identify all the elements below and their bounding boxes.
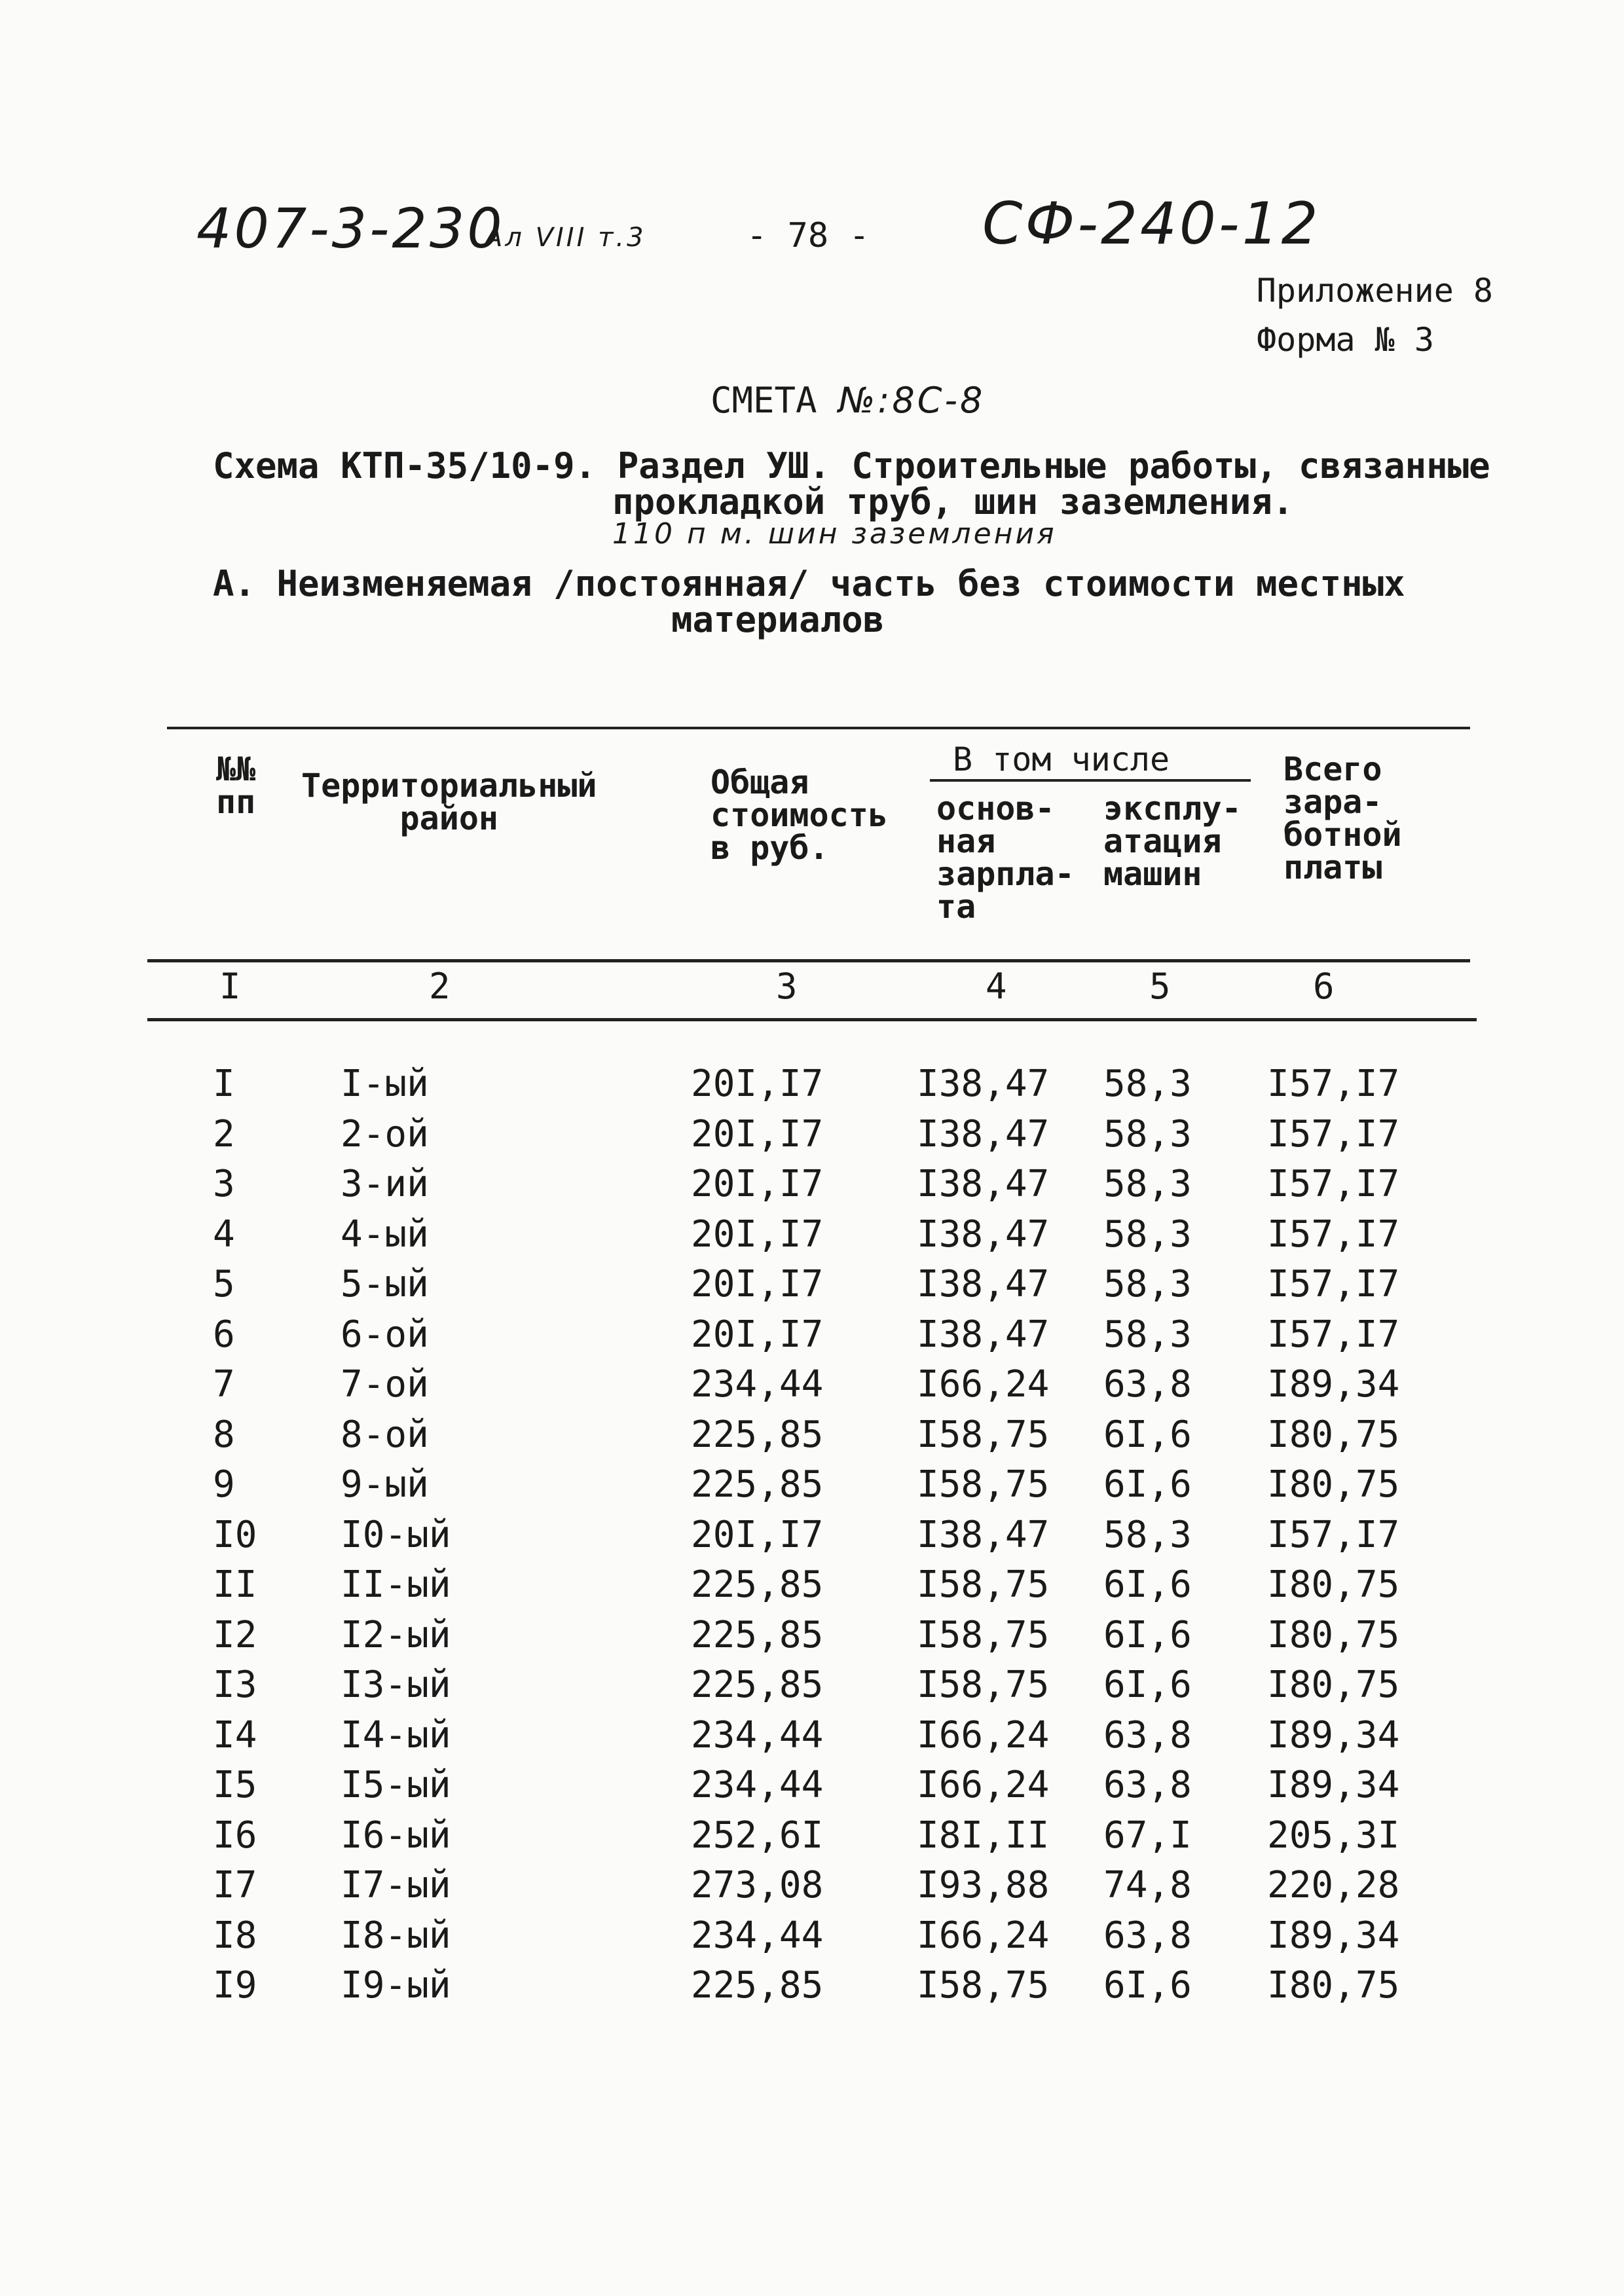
cell-district: I9-ый — [341, 1964, 451, 2007]
cell-machine-operation: 63,8 — [1103, 1363, 1192, 1406]
cell-row-number: I8 — [213, 1914, 257, 1957]
cell-total-wages: I80,75 — [1267, 1613, 1400, 1656]
cell-total-cost: 225,85 — [691, 1964, 824, 2007]
cell-total-wages: I80,75 — [1267, 1964, 1400, 2007]
cell-district: 8-ой — [341, 1413, 429, 1456]
cell-base-salary: I38,47 — [917, 1112, 1050, 1156]
cell-total-wages: I57,I7 — [1267, 1513, 1400, 1556]
cell-base-salary: I38,47 — [917, 1212, 1050, 1256]
cell-row-number: II — [213, 1563, 257, 1606]
cell-total-cost: 20I,I7 — [691, 1513, 824, 1556]
cell-total-wages: I89,34 — [1267, 1363, 1400, 1406]
cell-district: 3-ий — [341, 1163, 429, 1205]
cell-total-wages: I89,34 — [1267, 1764, 1400, 1806]
cell-total-cost: 234,44 — [691, 1914, 824, 1957]
cell-machine-operation: 6I,6 — [1103, 1563, 1192, 1606]
cell-machine-operation: 6I,6 — [1103, 1413, 1192, 1456]
cell-total-cost: 234,44 — [691, 1713, 824, 1757]
cell-row-number: I0 — [213, 1513, 257, 1556]
cell-district: 7-ой — [341, 1363, 429, 1406]
column-numbers-rule — [147, 1018, 1477, 1021]
header-bottom-rule — [147, 959, 1470, 962]
cell-total-wages: I89,34 — [1267, 1914, 1400, 1957]
cell-total-cost: 20I,I7 — [691, 1163, 824, 1205]
cell-row-number: I6 — [213, 1813, 257, 1857]
cell-district: II-ый — [341, 1563, 451, 1606]
cell-machine-operation: 58,3 — [1103, 1063, 1192, 1105]
cell-base-salary: I8I,II — [917, 1813, 1050, 1857]
scheme-line-2: прокладкой труб, шин заземления. — [612, 481, 1294, 522]
cell-base-salary: I58,75 — [917, 1613, 1050, 1656]
estimate-label: СМЕТА — [710, 380, 817, 421]
column-number-5: 5 — [1149, 966, 1171, 1007]
part-a-line-2: материалов — [671, 599, 885, 640]
cell-row-number: 3 — [213, 1163, 235, 1205]
page-number: - 78 - — [747, 216, 870, 255]
cell-machine-operation: 63,8 — [1103, 1764, 1192, 1806]
cell-machine-operation: 58,3 — [1103, 1263, 1192, 1305]
estimate-number: №:8С-8 — [838, 380, 986, 421]
cell-district: I3-ый — [341, 1664, 451, 1706]
cell-total-cost: 225,85 — [691, 1413, 824, 1456]
cell-base-salary: I38,47 — [917, 1313, 1050, 1356]
cell-district: 5-ый — [341, 1263, 429, 1305]
cell-machine-operation: 58,3 — [1103, 1313, 1192, 1356]
cell-district: I2-ый — [341, 1613, 451, 1656]
cell-machine-operation: 58,3 — [1103, 1163, 1192, 1205]
cell-machine-operation: 63,8 — [1103, 1713, 1192, 1757]
cell-base-salary: I66,24 — [917, 1914, 1050, 1957]
header-district: Территориальный район — [301, 767, 597, 837]
handwritten-sheet-ref: Ал VIII т.3 — [485, 223, 646, 253]
cell-total-wages: I57,I7 — [1267, 1212, 1400, 1256]
cell-row-number: 5 — [213, 1263, 235, 1305]
cell-district: 9-ый — [341, 1463, 429, 1506]
cell-machine-operation: 63,8 — [1103, 1914, 1192, 1957]
cell-total-wages: 220,28 — [1267, 1864, 1400, 1906]
cell-row-number: 8 — [213, 1413, 235, 1456]
header-total-wages: Всего зара- ботной платы — [1283, 750, 1402, 886]
cell-district: 6-ой — [341, 1313, 429, 1356]
cell-district: I0-ый — [341, 1513, 451, 1556]
cell-total-cost: 252,6I — [691, 1813, 824, 1857]
cell-total-wages: I80,75 — [1267, 1413, 1400, 1456]
cell-machine-operation: 67,I — [1103, 1813, 1192, 1857]
table-top-rule — [167, 727, 1470, 729]
cell-district: I6-ый — [341, 1813, 451, 1857]
cell-district: I4-ый — [341, 1713, 451, 1757]
cell-total-wages: I80,75 — [1267, 1463, 1400, 1506]
cell-row-number: I2 — [213, 1613, 257, 1656]
cell-district: 4-ый — [341, 1212, 429, 1256]
cell-total-cost: 20I,I7 — [691, 1063, 824, 1105]
cell-row-number: 6 — [213, 1313, 235, 1356]
cell-total-cost: 20I,I7 — [691, 1112, 824, 1156]
cell-row-number: I3 — [213, 1664, 257, 1706]
cell-base-salary: I38,47 — [917, 1063, 1050, 1105]
scheme-handwritten-note: 110 п м. шин заземления — [612, 517, 1057, 551]
cell-machine-operation: 6I,6 — [1103, 1964, 1192, 2007]
cell-base-salary: I58,75 — [917, 1563, 1050, 1606]
cell-row-number: 7 — [213, 1363, 235, 1406]
cell-base-salary: I38,47 — [917, 1163, 1050, 1205]
cell-total-wages: I80,75 — [1267, 1563, 1400, 1606]
header-machine-operation: эксплу- атация машин — [1103, 790, 1242, 893]
header-base-salary: основ- ная зарпла- та — [936, 790, 1075, 926]
cell-base-salary: I38,47 — [917, 1513, 1050, 1556]
column-number-3: 3 — [776, 966, 798, 1007]
cell-base-salary: I58,75 — [917, 1463, 1050, 1506]
cell-total-cost: 234,44 — [691, 1363, 824, 1406]
cell-base-salary: I66,24 — [917, 1363, 1050, 1406]
cell-total-cost: 20I,I7 — [691, 1212, 824, 1256]
cell-base-salary: I38,47 — [917, 1263, 1050, 1305]
cell-total-cost: 225,85 — [691, 1613, 824, 1656]
handwritten-document-code: 407-3-230 — [196, 196, 505, 261]
cell-total-wages: I57,I7 — [1267, 1263, 1400, 1305]
estimate-title — [710, 380, 985, 421]
cell-total-wages: I80,75 — [1267, 1664, 1400, 1706]
column-number-6: 6 — [1313, 966, 1335, 1007]
cell-machine-operation: 58,3 — [1103, 1212, 1192, 1256]
cell-machine-operation: 58,3 — [1103, 1513, 1192, 1556]
cell-district: I8-ый — [341, 1914, 451, 1957]
cell-row-number: I — [213, 1063, 235, 1105]
cell-total-cost: 273,08 — [691, 1864, 824, 1906]
cell-row-number: I5 — [213, 1764, 257, 1806]
cell-district: I5-ый — [341, 1764, 451, 1806]
cell-row-number: I4 — [213, 1713, 257, 1757]
header-total-cost: Общая стоимость в руб. — [710, 763, 888, 867]
cell-row-number: I7 — [213, 1864, 257, 1906]
column-number-1: I — [219, 966, 241, 1007]
cell-total-cost: 225,85 — [691, 1463, 824, 1506]
cell-base-salary: I58,75 — [917, 1964, 1050, 2007]
cell-row-number: 2 — [213, 1112, 235, 1156]
cell-district: I-ый — [341, 1063, 429, 1105]
cell-machine-operation: 58,3 — [1103, 1112, 1192, 1156]
column-number-2: 2 — [429, 966, 451, 1007]
cell-total-cost: 225,85 — [691, 1664, 824, 1706]
cell-base-salary: I66,24 — [917, 1764, 1050, 1806]
cell-total-cost: 225,85 — [691, 1563, 824, 1606]
cell-machine-operation: 6I,6 — [1103, 1664, 1192, 1706]
cell-row-number: I9 — [213, 1964, 257, 2007]
cell-base-salary: I66,24 — [917, 1713, 1050, 1757]
cell-machine-operation: 74,8 — [1103, 1864, 1192, 1906]
cell-district: I7-ый — [341, 1864, 451, 1906]
cell-total-wages: I57,I7 — [1267, 1163, 1400, 1205]
cell-base-salary: I93,88 — [917, 1864, 1050, 1906]
cell-row-number: 4 — [213, 1212, 235, 1256]
cell-machine-operation: 6I,6 — [1103, 1463, 1192, 1506]
header-row-number: №№ пп — [216, 750, 256, 821]
cell-total-wages: I57,I7 — [1267, 1112, 1400, 1156]
cell-machine-operation: 6I,6 — [1103, 1613, 1192, 1656]
column-number-4: 4 — [986, 966, 1007, 1007]
cell-district: 2-ой — [341, 1112, 429, 1156]
cell-total-cost: 20I,I7 — [691, 1313, 824, 1356]
handwritten-cf-number: СФ-240-12 — [982, 190, 1321, 257]
cell-total-wages: I89,34 — [1267, 1713, 1400, 1757]
cell-base-salary: I58,75 — [917, 1664, 1050, 1706]
cell-total-wages: I57,I7 — [1267, 1313, 1400, 1356]
header-including: В том числе — [953, 740, 1170, 778]
form-label: Форма № 3 — [1257, 321, 1434, 359]
cell-total-wages: 205,3I — [1267, 1813, 1400, 1857]
cell-total-wages: I57,I7 — [1267, 1063, 1400, 1105]
cell-total-cost: 20I,I7 — [691, 1263, 824, 1305]
cell-base-salary: I58,75 — [917, 1413, 1050, 1456]
part-a-line-1: А. Неизменяемая /постоянная/ часть без стоимости местных — [213, 563, 1405, 604]
including-underline — [930, 779, 1251, 782]
cell-row-number: 9 — [213, 1463, 235, 1506]
cell-total-cost: 234,44 — [691, 1764, 824, 1806]
scheme-line-1: Схема КТП-35/10-9. Раздел УШ. Строительные работы, связанные — [213, 445, 1490, 486]
appendix-label: Приложение 8 — [1256, 272, 1493, 310]
